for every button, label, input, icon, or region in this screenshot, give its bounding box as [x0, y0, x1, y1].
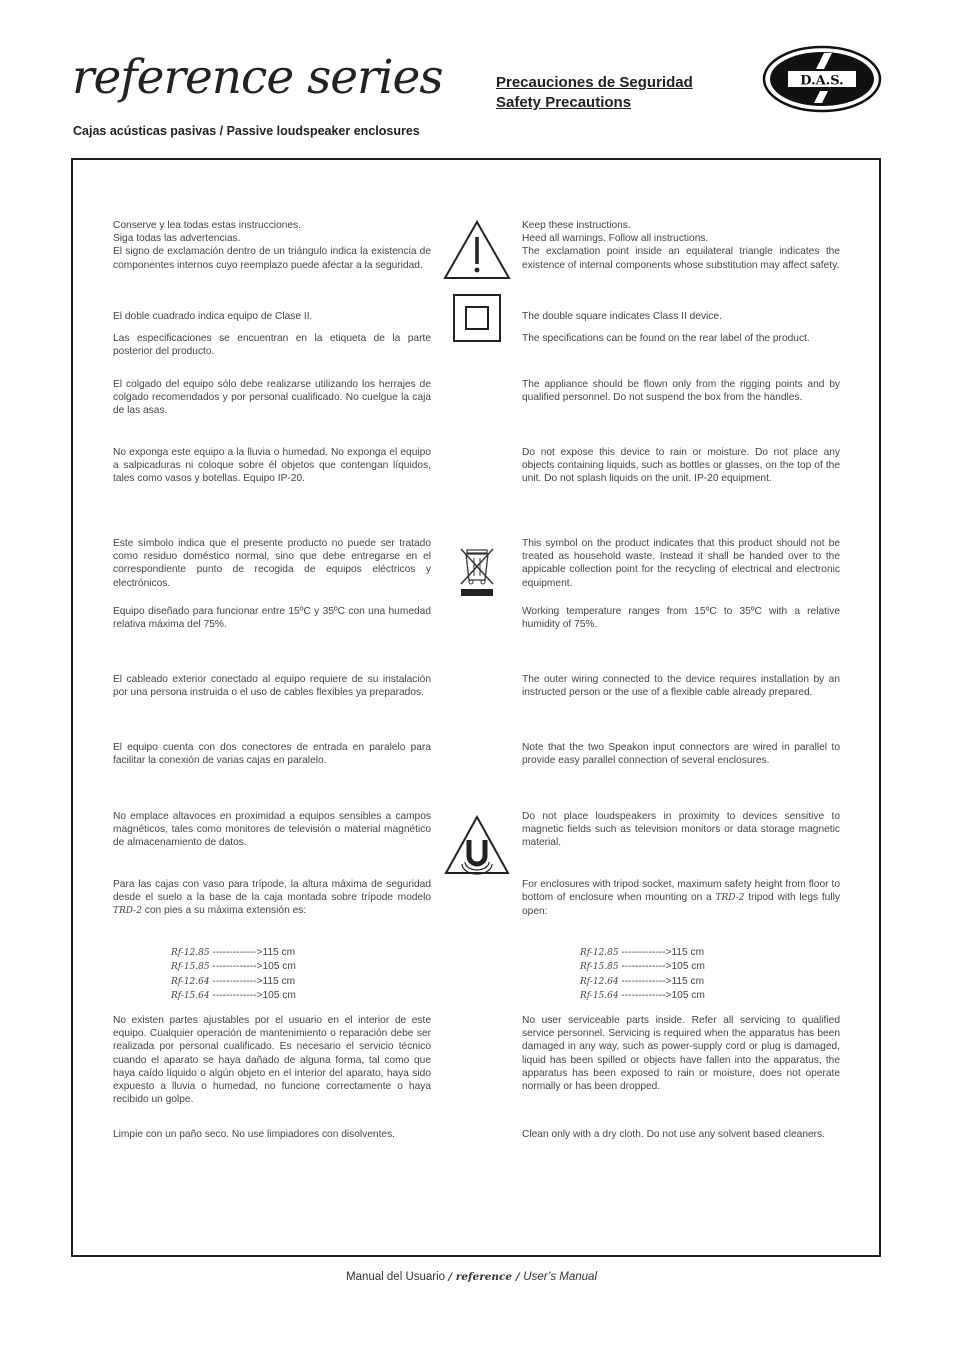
list-item: Rf-15.64 ------------->105 cm: [580, 990, 705, 1002]
en-section-4: Do not expose this device to rain or moisture. Do not place any objects containing liquids, such as bottles or glasses, on the top of the unit. Do not splash liquids on the unit. IP-20 equipment.: [522, 447, 840, 485]
en-section-11: Clean only with a dry cloth. Do not use any solvent based cleaners.: [522, 1129, 825, 1140]
en-section-2b: The specifications can be found on the rear label of the product.: [522, 333, 810, 344]
list-item: Rf-12.85 ------------->115 cm: [580, 947, 705, 958]
es-section-2b: Las especificaciones se encuentran en la etiqueta de la parte posterior del producto.: [113, 333, 431, 358]
das-logo-icon: [762, 45, 882, 113]
es-section-7: El equipo cuenta con dos conectores de entrada en paralelo para facilitar la conexión de varias cajas en paralelo.: [113, 742, 431, 767]
en-section-7: Note that the two Speakon input connectors are wired in parallel to provide easy parallel connection of several enclosures.: [522, 742, 840, 767]
es-heights-list: [171, 946, 296, 1004]
es-section-3: El colgado del equipo sólo debe realizarse utilizando los herrajes de colgado recomendados y por personal cualificado. No cuelgue la caja de las asas.: [113, 379, 431, 417]
es-section-5b: Equipo diseñado para funcionar entre 15ºC y 35ºC con una humedad relativa máxima del 75%.: [113, 606, 431, 631]
en-heights-list: [580, 946, 705, 1004]
en-section-8: Do not place loudspeakers in proximity to devices sensitive to magnetic fields such as television monitors or data storage magnetic material.: [522, 811, 840, 849]
es-section-4: No exponga este equipo a la lluvia o humedad. No exponga el equipo a salpicaduras ni coloque sobre él objetos que contengan líquidos, tales como vasos y botellas. Equipo IP-20.: [113, 447, 431, 485]
title-en: Safety Precautions: [496, 94, 632, 111]
title-es: Precauciones de Seguridad: [496, 74, 693, 91]
list-item: Rf-12.64 ------------->115 cm: [580, 975, 705, 987]
tripod-model: TRD-2: [715, 893, 745, 904]
es-section-10: No existen partes ajustables por el usuario en el interior de este equipo. Cualquier operación de mantenimiento o reparación debe ser realizada por personal cualificado. Es necesario el servicio técnico cuando el aparato se haya dañado de alguna forma, tal como que haya caído líquido o algún objeto en el interior del aparato, haya sido expuesto a lluvia o humedad, no funcione correctamente o haya recibido un golpe.: [113, 1015, 431, 1106]
tripod-model: TRD-2: [113, 906, 142, 917]
en-section-1: Keep these instructions. Heed all warnings. Follow all instructions. The exclamation point inside an equilateral triangle indicates the existence of internal components whose substitution may affect safety.: [522, 220, 840, 271]
es-section-11: Limpie con un paño seco. No use limpiadores con disolventes.: [113, 1129, 396, 1140]
es-section-8: No emplace altavoces en proximidad a equipos sensibles a campos magnéticos, tales como monitores de televisión o material magnético de almacenamiento de datos.: [113, 811, 431, 849]
es-section-5a: Este símbolo indica que el presente producto no puede ser tratado como residuo doméstico normal, sino que debe entregarse en el correspondiente punto de recogida de equipos eléctricos y electrónicos.: [113, 538, 431, 589]
en-section-10: No user serviceable parts inside. Refer all servicing to qualified service personnel. Servicing is required when the apparatus has been damaged in any way, such as power-supply cord or plug is damaged, liquid has been spilled or objects have fallen into the apparatus, the apparatus has been exposed to rain or moisture, does not operate normally or has been dropped.: [522, 1015, 840, 1093]
list-item: Rf-12.64 ------------->115 cm: [171, 975, 296, 987]
page-footer: Manual del Usuario / reference / User’s Manual: [346, 1271, 597, 1283]
magnetic-field-warning-icon: [443, 814, 511, 876]
en-section-2a: The double square indicates Class II device.: [522, 311, 722, 322]
list-item: Rf-12.85 ------------->115 cm: [171, 947, 296, 958]
en-section-9: For enclosures with tripod socket, maximum safety height from floor to bottom of enclosure when mounting on a TRD-2 tripod with legs fully open:: [522, 879, 840, 918]
es-section-9: Para las cajas con vaso para trípode, la altura máxima de seguridad desde el suelo a la base de la caja montada sobre trípode modelo TRD-2 con pies a su máxima extensión es:: [113, 879, 431, 917]
en-section-5a: This symbol on the product indicates that this product should not be treated as household waste. Instead it shall be handed over to the appicable collection point for the recycling of electrical and electronic equipment.: [522, 538, 840, 589]
en-section-6: The outer wiring connected to the device requires installation by an instructed person or the use of a flexible cable already prepared.: [522, 674, 840, 699]
list-item: Rf-15.85 ------------->105 cm: [171, 961, 296, 973]
en-section-5b: Working temperature ranges from 15ºC to 35ºC with a relative humidity of 75%.: [522, 606, 840, 631]
header-titles: [496, 73, 693, 113]
subtitle: Cajas acústicas pasivas / Passive loudspeaker enclosures: [73, 124, 420, 138]
list-item: Rf-15.64 ------------->105 cm: [171, 990, 296, 1002]
es-section-1: Conserve y lea todas estas instrucciones. Siga todas las advertencias. El signo de exclamación dentro de un triángulo indica la existencia de componentes internos cuyo reemplazo puede afectar a la seguridad.: [113, 220, 431, 271]
warning-triangle-icon: [442, 219, 512, 281]
es-section-2a: El doble cuadrado indica equipo de Clase II.: [113, 311, 313, 322]
brand-title: reference series: [72, 50, 443, 105]
class-ii-double-square-icon: [453, 294, 501, 342]
weee-crossed-bin-icon: [458, 546, 496, 598]
es-section-6: El cableado exterior conectado al equipo requiere de su instalación por una persona instruida o el uso de cables flexibles ya preparados.: [113, 674, 431, 699]
en-section-3: The appliance should be flown only from the rigging points and by qualified personnel. Do not suspend the box from the handles.: [522, 379, 840, 404]
logo-text: D.A.S.: [800, 73, 844, 89]
list-item: Rf-15.85 ------------->105 cm: [580, 961, 705, 973]
